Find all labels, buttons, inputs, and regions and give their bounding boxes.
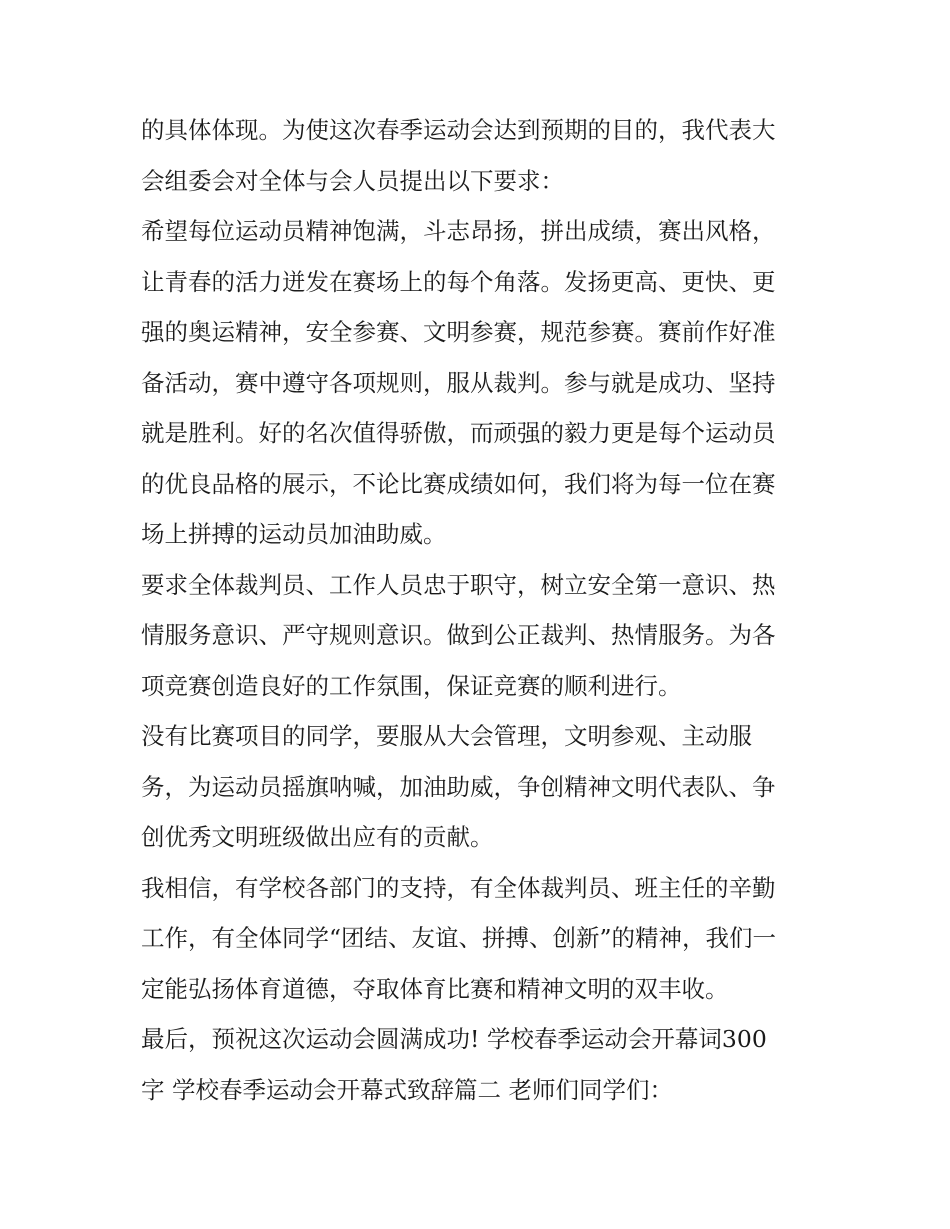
document-body bbox=[141, 105, 821, 1115]
text-line: 备活动，赛中遵守各项规则，服从裁判。参与就是成功、坚持 bbox=[141, 368, 776, 397]
text-line: 强的奥运精神，安全参赛、文明参赛，规范参赛。赛前作好准 bbox=[141, 318, 776, 346]
text-line: 定能弘扬体育道德，夺取体育比赛和精神文明的双丰收。 bbox=[141, 974, 729, 1003]
text-line: 希望每位运动员精神饱满，斗志昂扬，拼出成绩，赛出风格， bbox=[141, 217, 776, 245]
text-line: 工作，有全体同学“团结、友谊、拼搏、创新”的精神，我们一 bbox=[141, 924, 777, 952]
text-line: 没有比赛项目的同学，要服从大会管理，文明参观、主动服 bbox=[141, 722, 752, 750]
text-line: 务，为运动员摇旗呐喊，加油助威，争创精神文明代表队、争 bbox=[141, 772, 776, 801]
text-line: 字 学校春季运动会开幕式致辞篇二 老师们同学们： bbox=[141, 1075, 673, 1104]
text-line: 场上拼搏的运动员加油助威。 bbox=[141, 520, 447, 548]
text-line: 会组委会对全体与会人员提出以下要求： bbox=[141, 166, 564, 195]
text-line: 项竞赛创造良好的工作氛围，保证竞赛的顺利进行。 bbox=[141, 671, 682, 700]
text-line: 要求全体裁判员、工作人员忠于职守，树立安全第一意识、热 bbox=[141, 570, 776, 599]
text-line: 情服务意识、严守规则意识。做到公正裁判、热情服务。为各 bbox=[141, 621, 776, 649]
text-line: 我相信，有学校各部门的支持，有全体裁判员、班主任的辛勤 bbox=[141, 873, 776, 902]
text-line: 的具体体现。为使这次春季运动会达到预期的目的，我代表大 bbox=[141, 116, 776, 144]
text-line: 创优秀文明班级做出应有的贡献。 bbox=[141, 823, 494, 851]
text-line: 的优良品格的展示，不论比赛成绩如何，我们将为每一位在赛 bbox=[141, 469, 776, 498]
text-line: 就是胜利。好的名次值得骄傲，而顽强的毅力更是每个运动员 bbox=[141, 419, 776, 447]
text-line: 让青春的活力迸发在赛场上的每个角落。发扬更高、更快、更 bbox=[141, 267, 776, 296]
text-line: 最后，预祝这次运动会圆满成功! 学校春季运动会开幕词300 bbox=[141, 1025, 767, 1053]
